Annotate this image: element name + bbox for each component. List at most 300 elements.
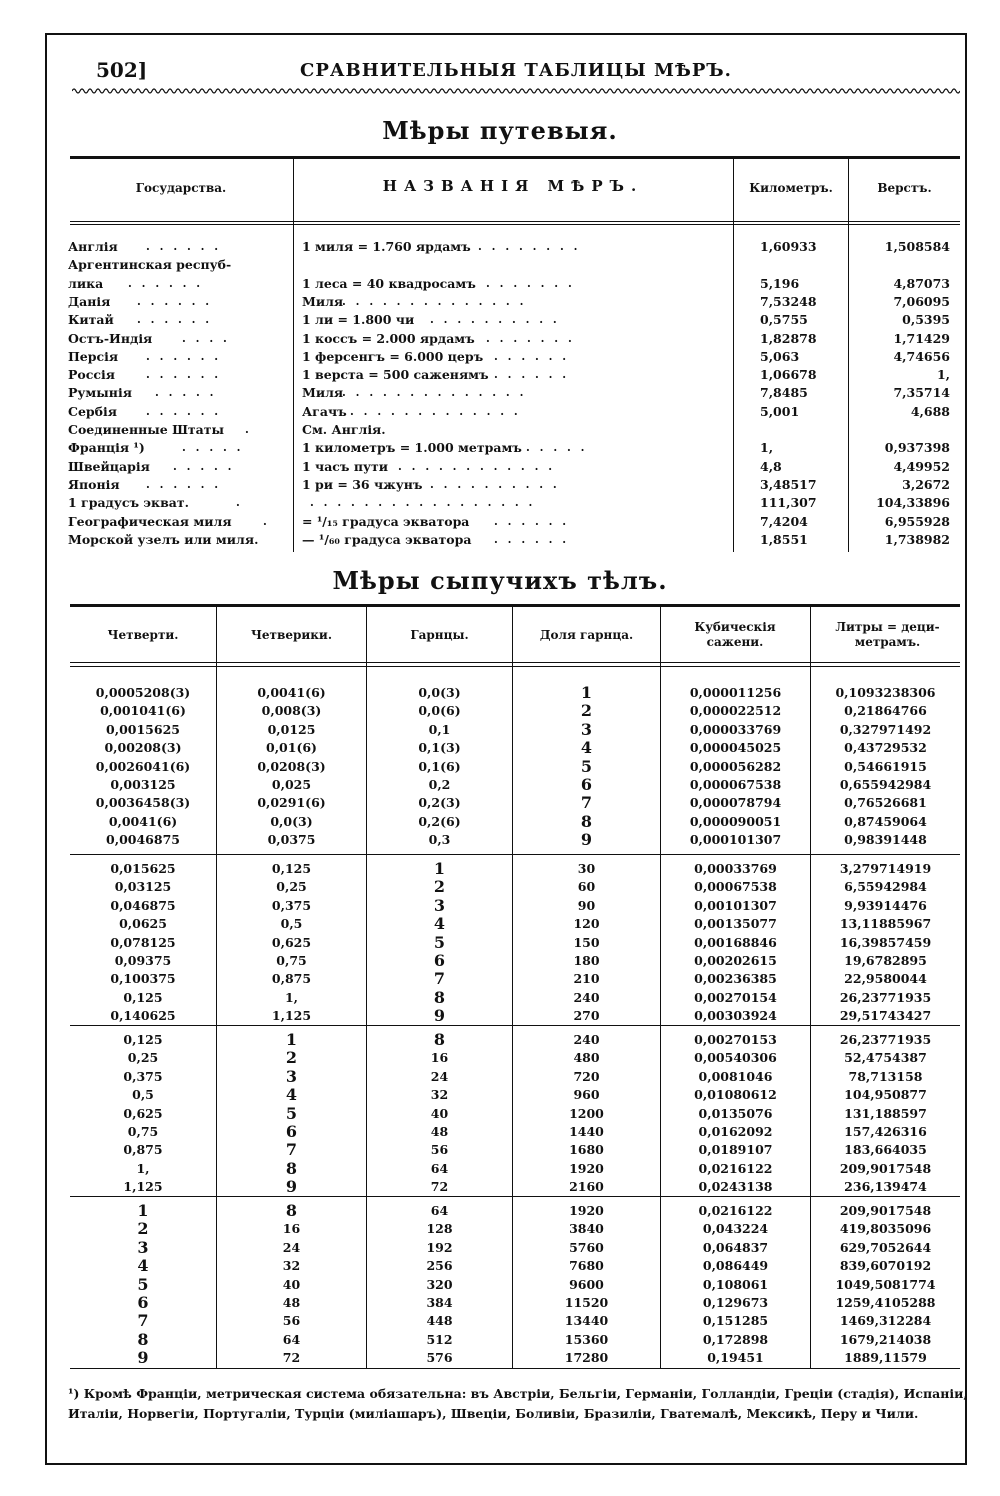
dry-cell: 56 — [430, 1142, 449, 1158]
dry-measures-title: Мѣры сыпучихъ тѣлъ. — [332, 566, 668, 595]
dry-cell: 0,655942984 — [839, 777, 932, 792]
dry-cell: 4 — [285, 1085, 298, 1105]
road-state-dots: . . . . . — [155, 386, 217, 400]
dry-cell: 0,00303924 — [694, 1008, 777, 1024]
dry-cell: 192 — [426, 1239, 453, 1255]
dry-cell: 6 — [137, 1293, 149, 1312]
dry-cell: 9 — [137, 1348, 149, 1368]
road-col-divider — [848, 158, 849, 552]
dry-cell: 1679,214038 — [839, 1331, 932, 1347]
dry-cell: 3 — [433, 895, 446, 915]
dry-cell: 0,00540306 — [694, 1050, 777, 1066]
road-measure-dots: . . . . . . — [494, 532, 570, 546]
road-versts: 4,49952 — [893, 458, 950, 474]
road-km: 5,063 — [760, 348, 800, 364]
dry-cell: 26,23771935 — [839, 989, 932, 1005]
road-km: 0,5755 — [760, 312, 808, 328]
dry-cell: 0,19451 — [707, 1350, 764, 1366]
dry-cell: 512 — [426, 1331, 453, 1347]
dry-cell: 9 — [580, 830, 593, 850]
dry-cell: 16 — [430, 1050, 449, 1066]
dry-cell: 6 — [285, 1122, 298, 1141]
dry-cell: 0,98391448 — [844, 832, 927, 848]
dry-cell: 0,00236385 — [694, 971, 777, 987]
road-state-dots: . . . . . . — [146, 368, 222, 382]
dry-cell: 384 — [426, 1295, 453, 1310]
road-measure-dots: . . . . . . — [494, 349, 570, 363]
dry-cell: 24 — [430, 1068, 449, 1084]
dry-cell: 3,279714919 — [839, 861, 932, 876]
dry-cell: 0,0005208(3) — [95, 685, 191, 700]
dry-cell: 839,6070192 — [839, 1258, 932, 1274]
road-state: 1 градусъ экват. — [68, 495, 189, 511]
dry-cell: 0,172898 — [702, 1331, 769, 1347]
dry-cell: 0,0015625 — [106, 721, 180, 737]
dry-cell: 1680 — [569, 1142, 604, 1158]
road-state-dots: . . . . . . — [146, 477, 222, 491]
road-measure: Миля — [302, 293, 344, 309]
road-versts: 1,738982 — [884, 531, 950, 547]
road-measure: 1 ли = 1.800 чи — [302, 312, 415, 328]
dry-cell: 2160 — [569, 1179, 604, 1195]
road-measure-dots: . . . . . — [526, 441, 588, 455]
dry-cell: 0,0041(6) — [108, 813, 178, 829]
dry-cell: 1889,11579 — [844, 1350, 927, 1366]
dry-cell: 0,000011256 — [689, 685, 782, 700]
road-measure-dots: . . . . . . . — [486, 331, 575, 345]
road-km: 7,8485 — [760, 385, 808, 401]
dry-cell: 2 — [433, 877, 446, 897]
road-state-dots: . — [245, 423, 252, 436]
dry-cell: 0,0125 — [267, 721, 316, 737]
dry-cell: 64 — [430, 1203, 449, 1218]
dry-cell: 3 — [137, 1237, 149, 1257]
road-measure-dots: . . . . . . — [494, 368, 570, 382]
road-state: Персія — [68, 348, 119, 364]
road-state-dots: . . . . — [182, 331, 230, 345]
dry-cell: 5 — [137, 1274, 149, 1294]
dry-cell: 0,000101307 — [689, 832, 782, 848]
dry-cell: 236,139474 — [844, 1179, 927, 1195]
road-state: Швейцарія — [68, 458, 150, 474]
road-measures-title: Мѣры путевыя. — [382, 116, 618, 145]
dry-cell: 0,1(3) — [418, 740, 461, 756]
road-state: Морской узелъ или миля. — [68, 531, 259, 547]
road-km: 4,8 — [760, 458, 782, 474]
dry-cell: 629,7052644 — [839, 1239, 932, 1255]
dry-cell: 0,625 — [271, 934, 312, 950]
road-state-dots: . . . . . — [173, 459, 235, 473]
dry-cell: 240 — [573, 989, 600, 1005]
dry-cell: 0,129673 — [702, 1295, 769, 1310]
dry-cell: 0,2 — [428, 777, 451, 792]
dry-cell: 720 — [573, 1068, 600, 1084]
road-header-rule — [70, 221, 960, 222]
dry-cell: 0,0189107 — [698, 1142, 773, 1158]
dry-cell: 0,0625 — [119, 916, 167, 932]
road-state: Соединенные Штаты — [68, 422, 225, 437]
road-km: 7,53248 — [760, 293, 817, 309]
dry-cell: 60 — [577, 879, 596, 895]
dry-cell: 0,000078794 — [689, 795, 782, 811]
dry-cell: 0,001041(6) — [100, 703, 186, 719]
dry-cell: 0,108061 — [702, 1276, 769, 1292]
dry-cell: 0,025 — [271, 777, 312, 792]
dry-cell: 0,0(6) — [418, 703, 461, 719]
dry-cell: 210 — [573, 971, 600, 987]
road-state-dots: . . . . . — [182, 441, 244, 455]
road-state-dots: . . . . . . — [146, 240, 222, 253]
road-km: 1,8551 — [760, 531, 808, 547]
header-cubic-sazhens: Кубическія сажени. — [694, 620, 776, 649]
dry-cell: 0,151285 — [702, 1313, 769, 1329]
road-measure: Миля — [302, 385, 344, 401]
dry-cell: 0,625 — [123, 1105, 163, 1121]
road-state-dots: . . . . . . — [146, 349, 222, 363]
dry-cell: 1469,312284 — [839, 1313, 932, 1329]
road-state: Географическая миля — [68, 513, 232, 529]
road-km: 7,4204 — [760, 513, 808, 529]
dry-cell: 0,064837 — [702, 1239, 769, 1255]
dry-cell: 1 — [137, 1201, 149, 1220]
dry-cell: 16,39857459 — [839, 934, 932, 950]
road-versts: 104,33896 — [876, 495, 950, 511]
dry-cell: 0,03125 — [114, 879, 172, 895]
dry-cell: 72 — [430, 1179, 449, 1195]
road-versts: 1,71429 — [893, 330, 950, 346]
dry-cell: 0,25 — [276, 879, 307, 895]
dry-cell: 0,00270154 — [694, 989, 777, 1005]
dry-cell: 0,0(3) — [418, 685, 461, 700]
dry-cell: 32 — [282, 1258, 301, 1274]
dry-cell: 1200 — [569, 1105, 604, 1121]
dry-cell: 5 — [433, 932, 446, 952]
road-header-rule — [70, 224, 960, 225]
road-measure-dots: . . . . . . . . — [478, 240, 581, 253]
road-measure: См. Англія. — [302, 422, 386, 437]
dry-cell: 19,6782895 — [844, 953, 927, 968]
dry-cell: 0,00033769 — [694, 861, 777, 876]
dry-cell: 120 — [573, 916, 600, 932]
dry-cell: 128 — [426, 1221, 453, 1237]
road-state: Китай — [68, 312, 114, 328]
road-versts: 7,06095 — [893, 293, 950, 309]
road-state-dots: . . . . . . — [137, 294, 213, 308]
dry-cell: 32 — [430, 1087, 449, 1103]
dry-cell: 0,75 — [127, 1124, 159, 1139]
road-km: 3,48517 — [760, 476, 817, 492]
road-measure-dots: . . . . . . . . . . — [430, 313, 560, 327]
dry-cell: 0,00135077 — [694, 916, 777, 932]
dry-cell: 0,125 — [123, 989, 163, 1005]
dry-cell: 0,000067538 — [689, 777, 782, 792]
dry-cell: 157,426316 — [844, 1124, 927, 1139]
dry-cell: 320 — [426, 1276, 453, 1292]
road-state: Франція ¹) — [68, 440, 145, 456]
dry-cell: 6 — [580, 775, 593, 794]
dry-cell: 183,664035 — [844, 1142, 927, 1158]
dry-cell: 5 — [580, 756, 593, 776]
dry-cell: 0,0243138 — [698, 1179, 773, 1195]
dry-cell: 7 — [285, 1140, 298, 1160]
dry-cell: 40 — [430, 1105, 449, 1121]
dry-cell: 0,078125 — [110, 934, 176, 950]
dry-cell: 9 — [433, 1006, 446, 1026]
road-state: лика — [68, 275, 104, 291]
road-km: 111,307 — [760, 495, 817, 511]
road-measure: 1 миля = 1.760 ярдамъ — [302, 239, 471, 254]
road-top-rule — [70, 156, 960, 159]
dry-cell: 0,00202615 — [694, 953, 777, 968]
dry-cell: 419,8035096 — [839, 1221, 932, 1237]
dry-cell: 0,0036458(3) — [95, 795, 191, 811]
dry-cell: 0,54661915 — [844, 758, 927, 774]
road-measure: 1 леса = 40 квадросамъ — [302, 275, 476, 291]
dry-cell: 6 — [433, 951, 446, 970]
dry-cell: 52,4754387 — [844, 1050, 927, 1066]
dry-cell: 0,327971492 — [839, 721, 932, 737]
road-state-dots: . . . . . . — [146, 404, 222, 418]
dry-cell: 1 — [285, 1030, 298, 1049]
road-state: Россія — [68, 367, 115, 383]
dry-cell: 256 — [426, 1258, 453, 1274]
dry-cell: 0,00067538 — [694, 879, 777, 895]
dry-cell: 24 — [282, 1239, 301, 1255]
dry-cell: 0,015625 — [110, 861, 176, 876]
dry-cell: 1259,4105288 — [835, 1295, 936, 1310]
dry-cell: 5760 — [569, 1239, 604, 1255]
dry-cell: 0,5 — [280, 916, 303, 932]
dry-cell: 6,55942984 — [844, 879, 927, 895]
running-title: СРАВНИТЕЛЬНЫЯ ТАБЛИЦЫ МѢРЪ. — [300, 60, 732, 81]
dry-cell: 7680 — [569, 1258, 604, 1274]
road-versts: 1,508584 — [884, 239, 950, 254]
road-state-dots: . — [263, 514, 270, 528]
road-state: Японія — [68, 476, 120, 492]
dry-header-rule — [70, 666, 960, 667]
dry-cell: 0,1(6) — [418, 758, 461, 774]
dry-cell: 0,000045025 — [689, 740, 782, 756]
dry-cell: 8 — [433, 987, 446, 1007]
dry-cell: 9,93914476 — [844, 897, 927, 913]
road-km: 1, — [760, 440, 774, 456]
road-measure-dots: . . . . . . . . . . — [430, 477, 560, 491]
dry-cell: 1440 — [569, 1124, 604, 1139]
dry-cell: 0,1 — [428, 721, 451, 737]
dry-cell: 2 — [580, 701, 593, 721]
dry-cell: 104,950877 — [844, 1087, 927, 1103]
dry-cell: 22,9580044 — [844, 971, 927, 987]
road-versts: 0,937398 — [884, 440, 950, 456]
dry-cell: 1920 — [569, 1160, 604, 1176]
dry-cell: 1 — [580, 683, 593, 702]
road-measure: 1 верста = 500 саженямъ — [302, 367, 489, 383]
dry-cell: 150 — [573, 934, 600, 950]
dry-cell: 4 — [137, 1256, 149, 1276]
dry-cell: 4 — [580, 738, 593, 758]
header-liters: Литры = деци-метрамъ. — [835, 620, 940, 649]
road-versts: 1, — [936, 367, 950, 383]
road-measure-dots: . . . . . . . . . . . . . . — [342, 386, 527, 400]
road-km: 5,001 — [760, 403, 800, 419]
dry-cell: 0,01(6) — [266, 740, 317, 756]
dry-cell: 29,51743427 — [839, 1008, 932, 1024]
dry-cell: 7 — [580, 793, 593, 813]
road-km: 1,60933 — [760, 239, 817, 254]
header-chetveriks: Четверики. — [250, 628, 333, 642]
dry-cell: 180 — [573, 953, 600, 968]
road-km: 1,82878 — [760, 330, 817, 346]
dry-cell: 0,000022512 — [689, 703, 782, 719]
dry-cell: 0,0216122 — [698, 1203, 773, 1218]
dry-cell: 0,00168846 — [694, 934, 777, 950]
dry-cell: 64 — [282, 1331, 301, 1347]
header-quarters: Четверти. — [107, 628, 179, 642]
dry-cell: 8 — [433, 1030, 446, 1049]
dry-cell: 0,875 — [123, 1142, 163, 1158]
road-km: 5,196 — [760, 275, 800, 291]
dry-cell: 0,0162092 — [698, 1124, 773, 1139]
dry-cell: 0,140625 — [110, 1008, 176, 1024]
dry-cell: 3 — [285, 1066, 298, 1086]
dry-cell: 131,188597 — [844, 1105, 927, 1121]
dry-cell: 15360 — [564, 1331, 609, 1347]
dry-cell: 13,11885967 — [839, 916, 932, 932]
header-versts: Верстъ. — [877, 181, 932, 195]
road-km: 1,06678 — [760, 367, 817, 383]
road-measure-dots: . . . . . . — [494, 514, 570, 528]
dry-cell: 0,3 — [428, 832, 451, 848]
dry-cell: 0,0291(6) — [257, 795, 326, 811]
dry-cell: 0,043224 — [702, 1221, 769, 1237]
road-measure-dots: . . . . . . . . . . . . . . — [342, 294, 527, 308]
road-state-dots: . — [236, 496, 243, 510]
road-measure-dots: . . . . . . . . . . . . . — [350, 404, 521, 418]
dry-cell: 3840 — [569, 1221, 604, 1237]
dry-header-rule — [70, 662, 960, 663]
dry-cell: 0,375 — [271, 897, 312, 913]
road-col-divider — [293, 158, 294, 552]
road-state-dots: . . . . . . — [137, 313, 213, 327]
dry-cell: 0,003125 — [110, 777, 176, 792]
dry-cell: 64 — [430, 1160, 449, 1176]
dry-cell: 0,2(3) — [418, 795, 461, 811]
dry-cell: 0,125 — [271, 861, 312, 876]
road-measure: 1 коссъ = 2.000 ярдамъ — [302, 330, 475, 346]
dry-cell: 448 — [426, 1313, 453, 1329]
header-km: Километръ. — [749, 181, 833, 195]
dry-cell: 4 — [433, 914, 446, 934]
dry-cell: 0,046875 — [110, 897, 176, 913]
dry-cell: 480 — [573, 1050, 600, 1066]
dry-cell: 26,23771935 — [839, 1032, 932, 1047]
dry-cell: 1049,5081774 — [835, 1276, 936, 1292]
dry-cell: 1,125 — [123, 1179, 163, 1195]
footnote: ¹) Кромѣ Франціи, метрическая система обязательна: въ Австріи, Бельгіи, Германіи, Голландіи, Греціи (стадія), Испаніи, Италіи, Норвегіи, Португаліи, Турціи (миліашаръ), Швеціи, Боливіи, Бразиліи, Гватемалѣ, Мексикѣ, Перу и Чили. — [68, 1386, 968, 1421]
dry-cell: 2 — [285, 1048, 298, 1068]
header-measure-names: НАЗВАНІЯ МѢРЪ. — [382, 177, 644, 195]
road-versts: 4,87073 — [893, 275, 950, 291]
dry-cell: 0,100375 — [110, 971, 176, 987]
dry-cell: 3 — [580, 719, 593, 739]
dry-cell: 0,0208(3) — [257, 758, 326, 774]
dry-cell: 0,00270153 — [694, 1032, 777, 1047]
dry-cell: 30 — [577, 861, 596, 876]
dry-cell: 0,375 — [123, 1068, 163, 1084]
dry-cell: 0,21864766 — [844, 703, 927, 719]
dry-cell: 0,76526681 — [844, 795, 927, 811]
dry-cell: 209,9017548 — [839, 1203, 932, 1218]
dry-cell: 0,09375 — [114, 953, 172, 968]
dry-cell: 1 — [433, 859, 446, 878]
road-measure: 1 ферсенгъ = 6.000 церъ — [302, 348, 484, 364]
dry-cell: 8 — [580, 811, 593, 831]
dry-group-separator — [70, 1025, 960, 1026]
dry-cell: 5 — [285, 1103, 298, 1123]
road-state-dots: . . . . . . — [128, 276, 204, 290]
road-versts: 7,35714 — [893, 385, 950, 401]
dry-group-separator — [70, 1196, 960, 1197]
dry-cell: 0,00101307 — [694, 897, 777, 913]
dry-cell: 240 — [573, 1032, 600, 1047]
road-state: Сербія — [68, 403, 117, 419]
dry-cell: 48 — [430, 1124, 449, 1139]
dry-cell: 72 — [282, 1350, 301, 1366]
road-measure: 1 часъ пути — [302, 458, 389, 474]
dry-cell: 0,0375 — [267, 832, 316, 848]
dry-cell: 13440 — [564, 1313, 609, 1329]
dry-cell: 17280 — [564, 1350, 609, 1366]
road-versts: 4,74656 — [893, 348, 950, 364]
dry-cell: 2 — [137, 1219, 149, 1239]
dry-cell: 0,000056282 — [689, 758, 782, 774]
road-measure: Агачъ — [302, 403, 347, 419]
road-versts: 6,955928 — [884, 513, 950, 529]
dry-cell: 9 — [285, 1177, 298, 1197]
road-versts: 4,688 — [910, 403, 950, 419]
dry-cell: 0,87459064 — [844, 813, 927, 829]
dry-top-rule — [70, 604, 960, 607]
dry-cell: 960 — [573, 1087, 600, 1103]
dry-cell: 209,9017548 — [839, 1160, 932, 1176]
dry-cell: 0,25 — [127, 1050, 159, 1066]
dry-cell: 0,000090051 — [689, 813, 782, 829]
dry-cell: 90 — [577, 897, 596, 913]
dry-cell: 270 — [573, 1008, 600, 1024]
dry-bottom-rule — [70, 1368, 960, 1369]
dry-cell: 0,0081046 — [698, 1068, 773, 1084]
road-measure: 1 километръ = 1.000 метрамъ — [302, 440, 522, 456]
road-measure: — ¹/₆₀ градуса экватора — [302, 531, 472, 547]
dry-cell: 8 — [285, 1158, 298, 1178]
wavy-divider — [72, 86, 960, 96]
dry-cell: 0,000033769 — [689, 721, 782, 737]
dry-cell: 0,43729532 — [844, 740, 927, 756]
dry-cell: 0,0(3) — [270, 813, 313, 829]
dry-cell: 576 — [426, 1350, 453, 1366]
dry-cell: 1, — [284, 989, 299, 1005]
dry-cell: 0,01080612 — [694, 1087, 777, 1103]
dry-cell: 9600 — [569, 1276, 604, 1292]
dry-cell: 1, — [136, 1160, 150, 1176]
dry-cell: 0,0216122 — [698, 1160, 773, 1176]
dry-cell: 0,75 — [276, 953, 307, 968]
road-state: Аргентинская респуб- — [68, 257, 232, 273]
road-col-divider — [733, 158, 734, 552]
road-state: Англія — [68, 239, 118, 254]
road-measure-dots: . . . . . . . . . . . . . . . . . — [310, 496, 536, 510]
road-versts: 3,2672 — [902, 476, 950, 492]
